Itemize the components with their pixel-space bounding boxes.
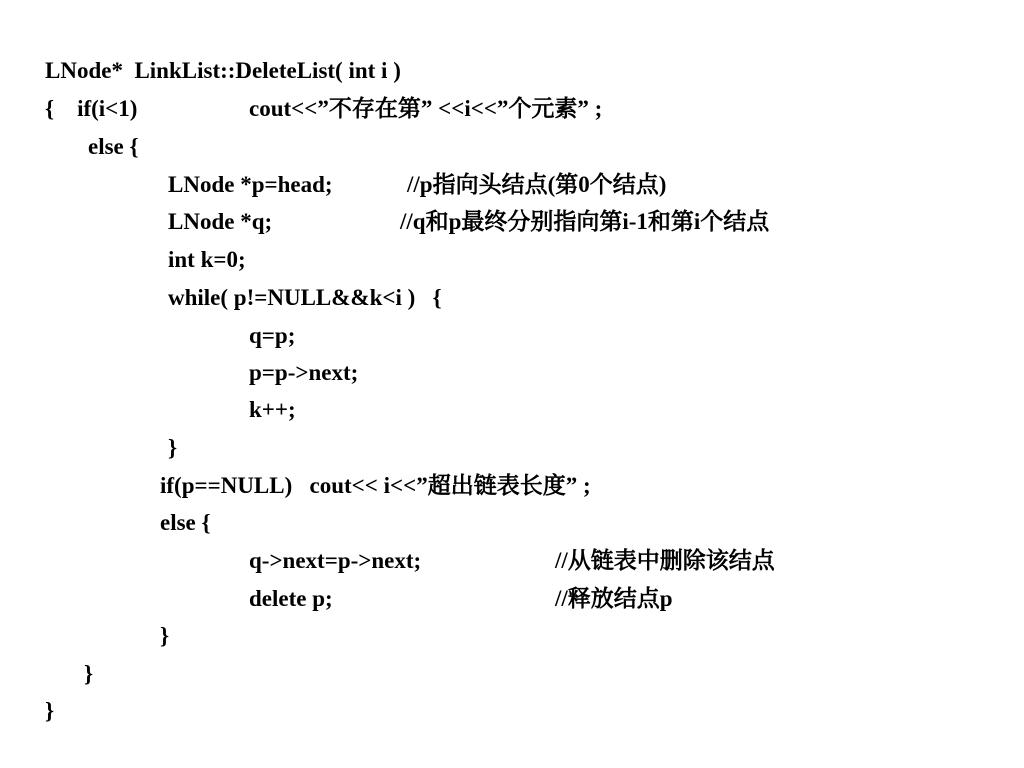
code-line-while: while( p!=NULL&&k<i ) {: [168, 285, 442, 310]
code-line-while-close: }: [168, 435, 178, 460]
code-line-else-delete: else {: [160, 510, 211, 535]
code-line-else: else {: [88, 134, 139, 159]
code-line-else-close: }: [160, 623, 170, 648]
code-line-q-decl: LNode *q;: [168, 209, 273, 234]
code-line-if-null: if(p==NULL) cout<< i<<”超出链表长度” ;: [160, 473, 591, 498]
code-line-delete: delete p;: [249, 586, 333, 611]
code-comment-q-p: //q和p最终分别指向第i-1和第i个结点: [400, 209, 770, 234]
function-signature: LNode* LinkList::DeleteList( int i ): [45, 58, 401, 83]
code-comment-unlink: //从链表中删除该结点: [555, 548, 775, 573]
code-line-unlink: q->next=p->next;: [249, 548, 422, 573]
code-line-p-next: p=p->next;: [249, 360, 359, 385]
code-line-p-head: LNode *p=head;: [168, 172, 333, 197]
code-line-function-close: }: [45, 698, 55, 723]
code-line-k-inc: k++;: [249, 397, 296, 422]
code-line-if-check: { if(i<1): [45, 96, 138, 121]
code-line-cout-error: cout<<”不存在第” <<i<<”个元素” ;: [249, 96, 603, 121]
code-line-q-assign: q=p;: [249, 323, 296, 348]
code-line-k-init: int k=0;: [168, 247, 246, 272]
code-comment-p-head: //p指向头结点(第0个结点): [407, 172, 667, 197]
code-comment-delete: //释放结点p: [555, 586, 673, 611]
code-line-outer-else-close: }: [84, 661, 94, 686]
